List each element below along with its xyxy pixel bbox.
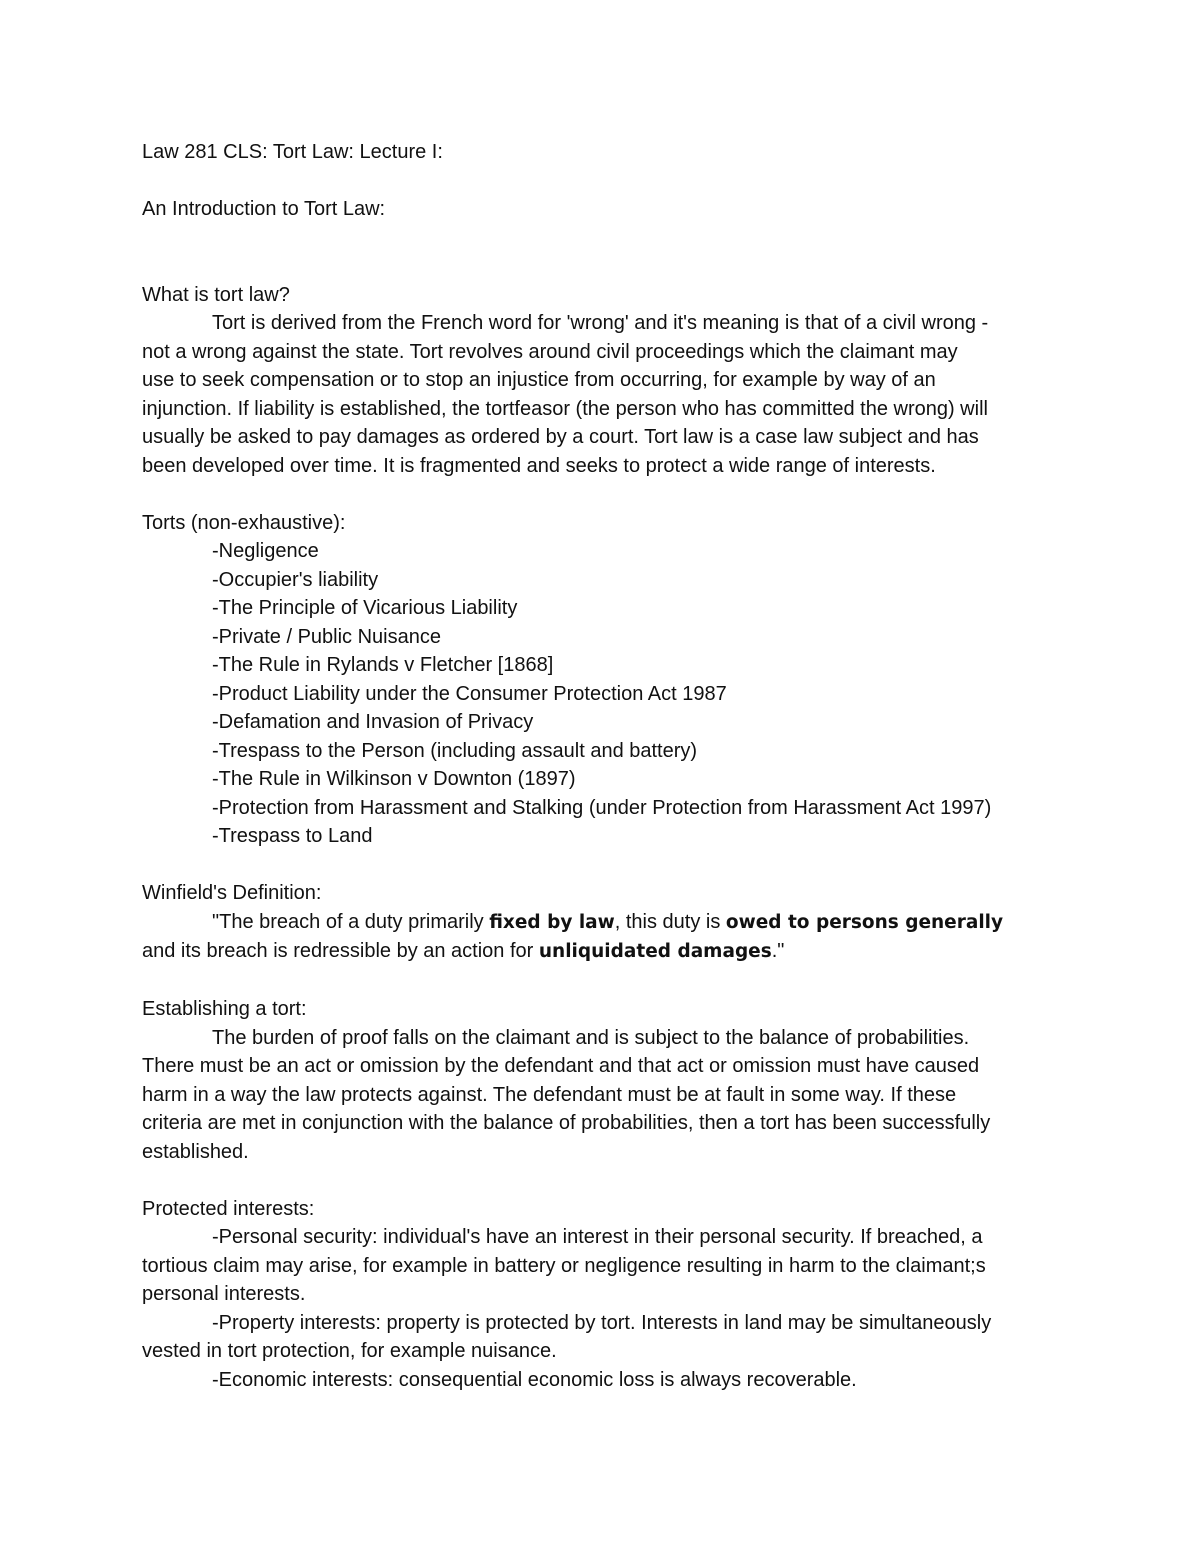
document-title: Law 281 CLS: Tort Law: Lecture I: [142,141,443,163]
spacer [142,1166,1062,1195]
list-item: -Occupier's liability [212,568,379,591]
section-heading-what-is-tort: What is tort law? [142,283,290,306]
paragraph-line: been developed over time. It is fragmented and seeks to protect a wide range of interests. [142,454,936,477]
list-item: -Trespass to the Person (including assault and battery) [212,739,698,762]
list-item: -The Principle of Vicarious Liability [212,597,518,619]
paragraph-line: not a wrong against the state. Tort revolves around civil proceedings which the claimant may [142,340,958,363]
section-heading-torts: Torts (non-exhaustive): [142,511,346,534]
list-item: -Trespass to Land [212,825,373,847]
paragraph-line: injunction. If liability is established, the tortfeasor (the person who has committed the wrong) will [142,397,988,420]
paragraph-line: criteria are met in conjunction with the balance of probabilities, then a tort has been successfully [142,1112,991,1134]
list-item: -Negligence [212,540,319,562]
paragraph-line: -Personal security: individual's have an interest in their personal security. If breached, a [212,1226,983,1248]
list-item: -Protection from Harassment and Stalking (under Protection from Harassment Act 1997) [212,796,992,819]
paragraph-line: -Economic interests: consequential economic loss is always recoverable. [212,1368,857,1391]
section-heading-winfield: Winfield's Definition: [142,882,322,904]
definition-line [142,937,1062,967]
section-heading-protected: Protected interests: [142,1197,315,1220]
spacer [142,224,1062,281]
list-item: -The Rule in Rylands v Fletcher [1868] [212,654,554,676]
list-item: -Defamation and Invasion of Privacy [212,711,534,733]
paragraph-line: There must be an act or omission by the defendant and that act or omission must have caused [142,1055,980,1077]
document-page [142,138,1062,1394]
definition-text: and its breach is redressible by an action for [142,940,539,962]
paragraph-line: use to seek compensation or to stop an injustice from occurring, for example by way of an [142,369,936,391]
list-item: -The Rule in Wilkinson v Downton (1897) [212,768,576,790]
paragraph-line: personal interests. [142,1283,306,1305]
paragraph-line: established. [142,1140,249,1163]
definition-text: , this duty is [614,910,726,933]
definition-line [142,908,1062,938]
paragraph-line: Tort is derived from the French word for 'wrong' and it's meaning is that of a civil wrong - [212,312,989,334]
spacer [142,967,1062,996]
paragraph-line: usually be asked to pay damages as ordered by a court. Tort law is a case law subject and has [142,426,979,448]
paragraph-line: tortious claim may arise, for example in battery or negligence resulting in harm to the claimant;s [142,1254,986,1277]
paragraph-line: -Property interests: property is protected by tort. Interests in land may be simultaneously [212,1311,992,1334]
definition-emphasis: owed to persons generally [725,911,1004,933]
list-item: -Private / Public Nuisance [212,625,441,648]
spacer [142,167,1062,196]
section-heading-establishing: Establishing a tort: [142,998,307,1020]
definition-text: "The breach of a duty primarily [212,910,490,933]
definition-emphasis: fixed by law [489,911,615,933]
definition-text: ." [771,940,785,962]
paragraph-line: The burden of proof falls on the claimant and is subject to the balance of probabilities. [212,1026,970,1049]
torts-list [142,537,1062,851]
spacer [142,851,1062,880]
list-item: -Product Liability under the Consumer Protection Act 1987 [212,682,727,705]
definition-emphasis: unliquidated damages [538,941,772,962]
document-subtitle: An Introduction to Tort Law: [142,198,386,220]
paragraph-line: harm in a way the law protects against. The defendant must be at fault in some way. If these [142,1083,957,1106]
paragraph-line: vested in tort protection, for example nuisance. [142,1340,557,1362]
spacer [142,480,1062,509]
